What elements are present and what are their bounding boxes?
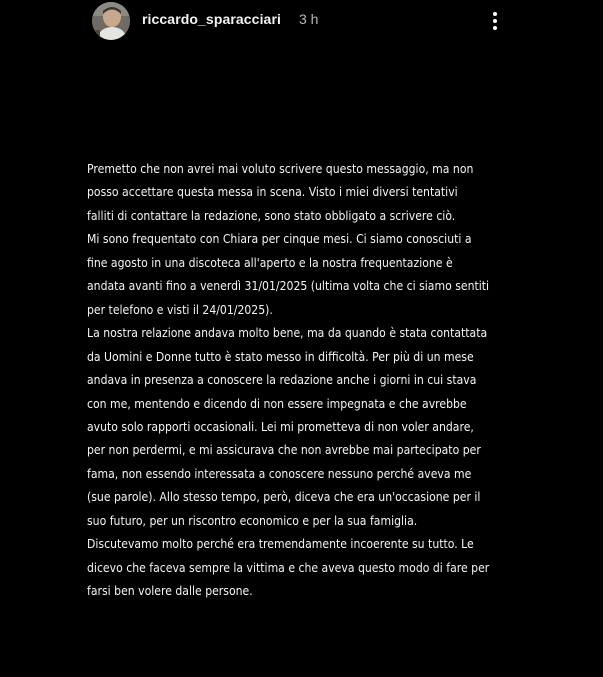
story-text-line: dicevo che faceva sempre la vittima e che aveva questo modo di fare per xyxy=(87,559,490,575)
story-text-line: (sue parole). Allo stesso tempo, però, diceva che era un'occasione per il xyxy=(87,489,481,505)
story-text-line: per non perdermi, e mi assicurava che non avrebbe mai partecipato per xyxy=(87,442,481,458)
more-options-button[interactable] xyxy=(484,6,506,36)
story-header xyxy=(0,0,603,44)
story-text-line: farsi ben volere dalle persone. xyxy=(87,583,253,599)
story-text-line: andata avanti fino a venerdì 31/01/2025 (ultima volta che ci siamo sentiti xyxy=(87,278,490,294)
user-avatar-icon xyxy=(92,2,130,40)
vertical-ellipsis-icon xyxy=(493,26,497,30)
story-text-line: Mi sono frequentato con Chiara per cinque mesi. Ci siamo conosciuti a xyxy=(87,231,472,247)
vertical-ellipsis-icon xyxy=(493,19,497,23)
story-text-line: fine agosto in una discoteca all'aperto e la nostra frequentazione è xyxy=(87,254,453,270)
story-text-line: Premetto che non avrei mai voluto scrivere questo messaggio, ma non xyxy=(87,161,474,176)
story-text-line: con me, mentendo e dicendo di non essere impegnata e che avrebbe xyxy=(87,395,467,411)
story-text-line: La nostra relazione andava molto bene, ma da quando è stata contattata xyxy=(87,325,488,341)
story-text-line: Discutevamo molto perché era tremendamente incoerente su tutto. Le xyxy=(87,536,474,552)
avatar[interactable] xyxy=(92,2,130,40)
story-text-line: posso accettare questa messa in scena. Visto i miei diversi tentativi xyxy=(87,184,458,200)
story-text-line: per telefono e visti il 24/01/2025). xyxy=(87,301,273,317)
story-text-line: suo futuro, per un riscontro economico e per la sua famiglia. xyxy=(87,512,418,528)
story-text-line: da Uomini e Donne tutto è stato messo in difficoltà. Per più di un mese xyxy=(87,348,474,364)
story-text-line: fama, non essendo interessata a conoscere nessuno perché aveva me xyxy=(87,465,472,481)
story-text-line: falliti di contattare la redazione, sono stato obbligato a scrivere ciò. xyxy=(87,207,456,223)
username[interactable]: riccardo_sparacciari xyxy=(142,11,281,27)
story-text-line: andava in presenza a conoscere la redazione anche i giorni in cui stava xyxy=(87,372,477,388)
post-timestamp: 3 h xyxy=(299,11,319,27)
story-text xyxy=(87,157,490,603)
vertical-ellipsis-icon xyxy=(493,12,497,16)
story-text-line: avuto solo rapporti occasionali. Lei mi prometteva di non voler andare, xyxy=(87,418,474,434)
